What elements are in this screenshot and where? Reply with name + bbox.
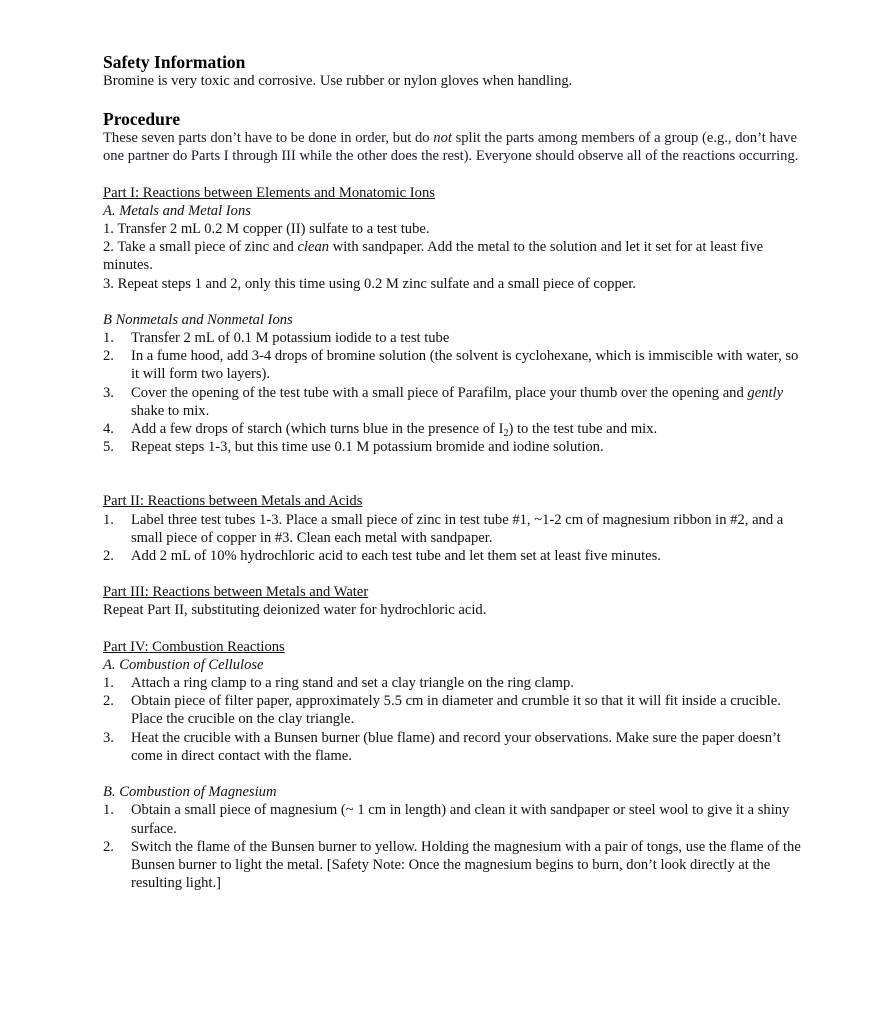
- part-4a-steps: [103, 674, 803, 765]
- part-1-heading: Part I: Reactions between Elements and Monatomic Ions: [103, 184, 435, 201]
- list-item: [103, 329, 803, 347]
- step-number: 2.: [103, 548, 114, 565]
- part-4-heading: Part IV: Combustion Reactions: [103, 638, 285, 655]
- procedure-section: [103, 109, 803, 165]
- step-number: 1.: [103, 511, 114, 528]
- step-text: with sandpaper. Add the metal to the solution and let it set for at least five minutes.: [103, 239, 764, 274]
- part-1-section: [103, 184, 803, 293]
- step-text: Obtain piece of filter paper, approximately 5.5 cm in diameter and crumble it so that it will fit inside a crucible. Place the crucible on the clay triangle.: [131, 693, 781, 728]
- list-item: [103, 384, 803, 420]
- list-item: [103, 801, 803, 837]
- list-item: [103, 692, 803, 728]
- part-4b-heading: B. Combustion of Magnesium: [103, 784, 277, 801]
- step-text: Repeat steps 1-3, but this time use 0.1 M potassium bromide and iodine solution.: [131, 439, 604, 456]
- intro-text-2: split the parts among members of a group (e.g., don’t have one partner do Parts I through III while the other does the rest). Everyone should observe all of the reactions occurring.: [103, 130, 799, 165]
- list-item: [103, 511, 803, 547]
- part-3-text: Repeat Part II, substituting deionized water for hydrochloric acid.: [103, 602, 487, 619]
- step-text: Transfer 2 mL of 0.1 M potassium iodide to a test tube: [131, 330, 450, 347]
- safety-heading: Safety Information: [103, 52, 246, 72]
- step-number: 3.: [103, 729, 114, 746]
- part-1a-step-2: [103, 238, 803, 274]
- step-text: Add 2 mL of 10% hydrochloric acid to each test tube and let them set at least five minutes.: [131, 548, 661, 565]
- part-1b-heading: B Nonmetals and Nonmetal Ions: [103, 311, 293, 328]
- part-4-section: [103, 638, 803, 765]
- intro-text-1: These seven parts don’t have to be done in order, but do: [103, 130, 434, 147]
- step-text: ) to the test tube and mix.: [508, 421, 658, 438]
- part-1a-step-3: 3. Repeat steps 1 and 2, only this time using 0.2 M zinc sulfate and a small piece of copper.: [103, 275, 636, 292]
- part-3-heading: Part III: Reactions between Metals and Water: [103, 584, 369, 601]
- step-text: Attach a ring clamp to a ring stand and set a clay triangle on the ring clamp.: [131, 675, 574, 692]
- step-text: Switch the flame of the Bunsen burner to yellow. Holding the magnesium with a pair of tongs, use the flame of the Bunsen burner to light the metal. [Safety Note: Once the magnesium begins to burn, don’t look directly at the resulting light.]: [131, 838, 801, 892]
- safety-section: [103, 52, 803, 90]
- list-item: [103, 838, 803, 893]
- step-text: 2. Take a small piece of zinc and: [103, 239, 298, 256]
- part-4b-section: [103, 783, 803, 892]
- step-text: Cover the opening of the test tube with a small piece of Parafilm, place your thumb over the opening and: [131, 384, 748, 401]
- part-1b-section: [103, 311, 803, 457]
- part-1b-steps: [103, 329, 803, 456]
- procedure-heading: Procedure: [103, 109, 181, 130]
- step-number: 4.: [103, 421, 114, 438]
- list-item: [103, 438, 803, 456]
- step-emphasis: gently: [747, 384, 784, 401]
- step-text: Obtain a small piece of magnesium (~ 1 cm in length) and clean it with sandpaper or steel wool to give it a shiny surface.: [131, 802, 790, 837]
- subscript: 2: [503, 428, 509, 440]
- part-4a-heading: A. Combustion of Cellulose: [103, 656, 264, 673]
- step-number: 2.: [103, 838, 114, 855]
- step-number: 2.: [103, 693, 114, 710]
- step-number: 3.: [103, 384, 114, 401]
- list-item: [103, 674, 803, 692]
- list-item: [103, 729, 803, 765]
- step-number: 5.: [103, 439, 114, 456]
- list-item: [103, 547, 803, 565]
- document-page: [103, 52, 803, 892]
- list-item: [103, 347, 803, 383]
- step-emphasis: clean: [297, 239, 330, 256]
- intro-emphasis: not: [433, 130, 452, 147]
- step-text: Label three test tubes 1-3. Place a small piece of zinc in test tube #1, ~1-2 cm of magnesium ribbon in #2, and a small piece of copper in #3. Clean each metal with sandpaper.: [131, 511, 784, 546]
- step-number: 1.: [103, 675, 114, 692]
- part-1a-heading: A. Metals and Metal Ions: [103, 202, 251, 219]
- step-text: Add a few drops of starch (which turns blue in the presence of I: [131, 421, 504, 438]
- part-2-steps: [103, 511, 803, 566]
- step-text: Heat the crucible with a Bunsen burner (blue flame) and record your observations. Make sure the paper doesn’t come in direct contact with the flame.: [131, 729, 781, 764]
- step-number: 1.: [103, 802, 114, 819]
- part-4b-steps: [103, 801, 803, 892]
- step-text: shake to mix.: [131, 402, 210, 419]
- part-2-section: [103, 492, 803, 565]
- part-1a-step-1: 1. Transfer 2 mL 0.2 M copper (II) sulfate to a test tube.: [103, 221, 430, 238]
- part-3-section: [103, 583, 803, 619]
- list-item: [103, 420, 803, 438]
- procedure-intro: [103, 129, 803, 165]
- part-2-heading: Part II: Reactions between Metals and Acids: [103, 493, 363, 510]
- step-number: 1.: [103, 330, 114, 347]
- safety-text: Bromine is very toxic and corrosive. Use rubber or nylon gloves when handling.: [103, 73, 573, 89]
- step-text: In a fume hood, add 3-4 drops of bromine solution (the solvent is cyclohexane, which is immiscible with water, so it will form two layers).: [131, 348, 799, 383]
- step-number: 2.: [103, 348, 114, 365]
